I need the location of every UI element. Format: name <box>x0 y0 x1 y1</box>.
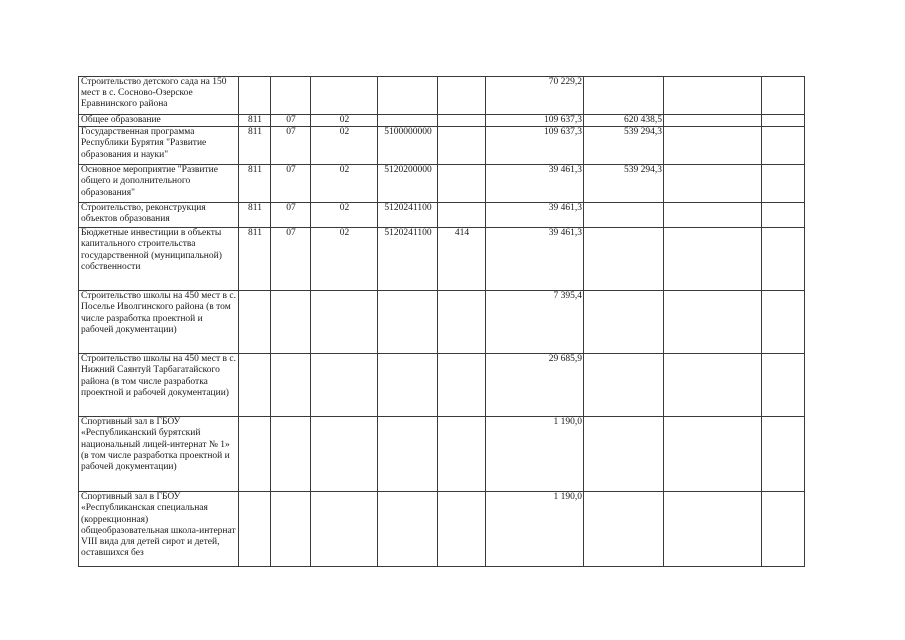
subsection-code: 02 <box>311 127 378 165</box>
expense-type-code <box>438 115 486 127</box>
table-row <box>79 228 805 291</box>
expense-type-code <box>438 354 486 417</box>
target-code <box>378 417 438 492</box>
table-row <box>79 492 805 567</box>
section-code <box>271 354 311 417</box>
table-row <box>79 77 805 115</box>
subsection-code <box>311 417 378 492</box>
table-row <box>79 291 805 354</box>
section-code: 07 <box>271 127 311 165</box>
admin-code <box>239 417 271 492</box>
row-name: Бюджетные инвестиции в объекты капитального строительства государственной (муниципальной) собственности <box>79 228 239 291</box>
row-name: Государственная программа Республики Бурятия "Развитие образования и науки" <box>79 127 239 165</box>
subsection-code <box>311 77 378 115</box>
target-code <box>378 115 438 127</box>
section-code: 07 <box>271 115 311 127</box>
amount-4 <box>762 165 805 203</box>
section-code: 07 <box>271 228 311 291</box>
admin-code <box>239 77 271 115</box>
row-name: Строительство детского сада на 150 мест в с. Сосново-Озерское Еравнинского района <box>79 77 239 115</box>
admin-code: 811 <box>239 228 271 291</box>
expense-type-code <box>438 417 486 492</box>
admin-code: 811 <box>239 165 271 203</box>
amount-3 <box>664 354 762 417</box>
subsection-code: 02 <box>311 228 378 291</box>
amount-1: 1 190,0 <box>486 417 584 492</box>
section-code <box>271 77 311 115</box>
expense-type-code <box>438 492 486 567</box>
section-code <box>271 291 311 354</box>
amount-4 <box>762 127 805 165</box>
expense-type-code <box>438 203 486 228</box>
table-row <box>79 354 805 417</box>
amount-3 <box>664 115 762 127</box>
amount-1: 39 461,3 <box>486 165 584 203</box>
amount-4 <box>762 228 805 291</box>
amount-3 <box>664 165 762 203</box>
section-code: 07 <box>271 165 311 203</box>
amount-3 <box>664 291 762 354</box>
row-name: Общее образование <box>79 115 239 127</box>
subsection-code <box>311 291 378 354</box>
row-name: Строительство школы на 450 мест в с. Поселье Иволгинского района (в том числе разработка проектной и рабочей документации) <box>79 291 239 354</box>
amount-4 <box>762 354 805 417</box>
target-code <box>378 77 438 115</box>
amount-2: 539 294,3 <box>584 165 664 203</box>
amount-3 <box>664 127 762 165</box>
amount-1: 39 461,3 <box>486 228 584 291</box>
amount-1: 70 229,2 <box>486 77 584 115</box>
amount-1: 29 685,9 <box>486 354 584 417</box>
amount-3 <box>664 77 762 115</box>
target-code: 5120200000 <box>378 165 438 203</box>
admin-code: 811 <box>239 203 271 228</box>
expense-type-code <box>438 127 486 165</box>
amount-2 <box>584 417 664 492</box>
amount-3 <box>664 417 762 492</box>
amount-3 <box>664 228 762 291</box>
target-code <box>378 354 438 417</box>
section-code <box>271 492 311 567</box>
table-row <box>79 127 805 165</box>
row-name: Спортивный зал в ГБОУ «Республиканский бурятский национальный лицей-интернат № 1» (в том числе разработка проектной и рабочей документации) <box>79 417 239 492</box>
subsection-code <box>311 354 378 417</box>
amount-4 <box>762 77 805 115</box>
table-row <box>79 417 805 492</box>
amount-2 <box>584 492 664 567</box>
amount-2: 620 438,5 <box>584 115 664 127</box>
expense-type-code: 414 <box>438 228 486 291</box>
target-code <box>378 492 438 567</box>
table-row <box>79 203 805 228</box>
table-row <box>79 165 805 203</box>
amount-1: 109 637,3 <box>486 115 584 127</box>
amount-1: 1 190,0 <box>486 492 584 567</box>
subsection-code: 02 <box>311 115 378 127</box>
amount-3 <box>664 492 762 567</box>
amount-4 <box>762 492 805 567</box>
target-code: 5120241100 <box>378 203 438 228</box>
admin-code <box>239 291 271 354</box>
admin-code: 811 <box>239 127 271 165</box>
amount-2 <box>584 77 664 115</box>
target-code: 5100000000 <box>378 127 438 165</box>
amount-2 <box>584 228 664 291</box>
amount-4 <box>762 115 805 127</box>
amount-2 <box>584 354 664 417</box>
budget-table <box>78 76 805 567</box>
amount-1: 109 637,3 <box>486 127 584 165</box>
row-name: Строительство школы на 450 мест в с. Нижний Саянтуй Тарбагатайского района (в том числе разработка проектной и рабочей документации) <box>79 354 239 417</box>
row-name: Строительство, реконструкция объектов образования <box>79 203 239 228</box>
table-row <box>79 115 805 127</box>
amount-2 <box>584 291 664 354</box>
admin-code <box>239 354 271 417</box>
amount-3 <box>664 203 762 228</box>
section-code <box>271 417 311 492</box>
target-code <box>378 291 438 354</box>
amount-1: 7 395,4 <box>486 291 584 354</box>
expense-type-code <box>438 291 486 354</box>
amount-2: 539 294,3 <box>584 127 664 165</box>
admin-code <box>239 492 271 567</box>
section-code: 07 <box>271 203 311 228</box>
amount-4 <box>762 417 805 492</box>
row-name: Основное мероприятие "Развитие общего и дополнительного образования" <box>79 165 239 203</box>
amount-2 <box>584 203 664 228</box>
amount-4 <box>762 291 805 354</box>
subsection-code <box>311 492 378 567</box>
admin-code: 811 <box>239 115 271 127</box>
amount-1: 39 461,3 <box>486 203 584 228</box>
subsection-code: 02 <box>311 203 378 228</box>
expense-type-code <box>438 165 486 203</box>
expense-type-code <box>438 77 486 115</box>
subsection-code: 02 <box>311 165 378 203</box>
amount-4 <box>762 203 805 228</box>
target-code: 5120241100 <box>378 228 438 291</box>
row-name: Спортивный зал в ГБОУ «Республиканская специальная (коррекционная) общеобразовательная школа-интернат VIII вида для детей сирот и детей, оставшихся без <box>79 492 239 567</box>
table-body <box>79 77 805 567</box>
